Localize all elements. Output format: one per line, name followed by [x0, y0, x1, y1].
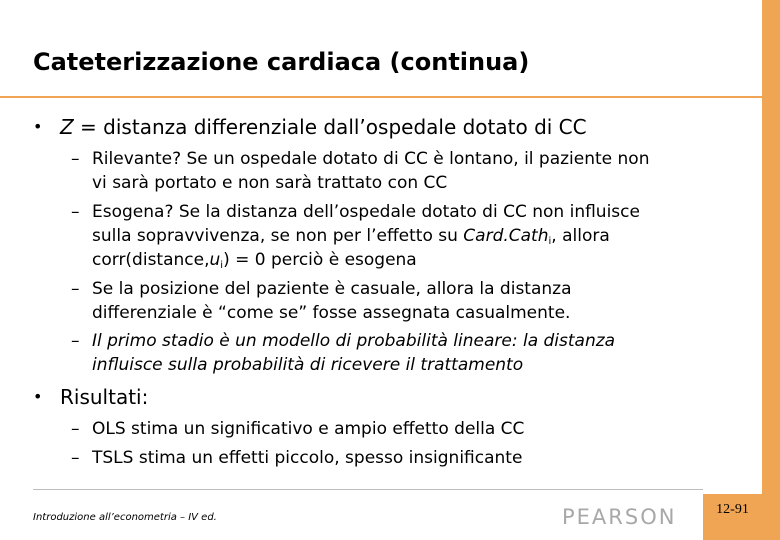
page-number-box [703, 494, 762, 540]
bullet-text: = distanza differenziale dall’ospedale dotato di CC [73, 115, 587, 139]
dash: – [71, 149, 80, 169]
subscript-i: i [220, 260, 224, 271]
bullet-text: Risultati: [60, 385, 149, 409]
dash: – [71, 419, 80, 439]
text-line: ) = 0 perciò è esogena [223, 250, 417, 270]
text-line: sulla sopravvivenza, se non per l’effetto su [92, 226, 464, 246]
dash: – [71, 279, 80, 299]
dash: – [71, 331, 80, 351]
slide-title: Cateterizzazione cardiaca (continua) [33, 48, 530, 76]
text-line: OLS stima un significativo e ampio effetto della CC [92, 419, 525, 439]
footer-book-title: Introduzione all’econometria – IV ed. [33, 512, 217, 523]
text-line: Rilevante? Se un ospedale dotato di CC è lontano, il paziente non [92, 149, 650, 169]
card-cath-variable: Card.Cath [463, 226, 549, 246]
footer-divider [33, 489, 703, 490]
dash: – [71, 448, 80, 468]
bullet-dot: • [33, 117, 43, 136]
dash: – [71, 202, 80, 222]
text-line: , allora [551, 226, 610, 246]
subscript-i: i [548, 236, 552, 247]
text-line: differenziale è “come se” fosse assegnata casualmente. [92, 303, 571, 323]
text-line: influisce sulla probabilità di ricevere il trattamento [92, 355, 524, 375]
text-line: Se la posizione del paziente è casuale, allora la distanza [92, 279, 572, 299]
text-line: vi sarà portato e non sarà trattato con CC [92, 173, 448, 193]
text-line: Esogena? Se la distanza dell’ospedale dotato di CC non influisce [92, 202, 640, 222]
variable-z: Z [60, 115, 74, 139]
text-line: TSLS stima un effetti piccolo, spesso insignificante [92, 448, 523, 468]
u-variable: u [209, 250, 221, 270]
title-divider [0, 96, 762, 98]
page-number: 12-91 [716, 502, 749, 517]
pearson-logo: PEARSON [562, 505, 677, 529]
text-line: Il primo stadio è un modello di probabilità lineare: la distanza [92, 331, 616, 351]
bullet-dot: • [33, 387, 43, 406]
text-line: corr(distance, [92, 250, 210, 270]
